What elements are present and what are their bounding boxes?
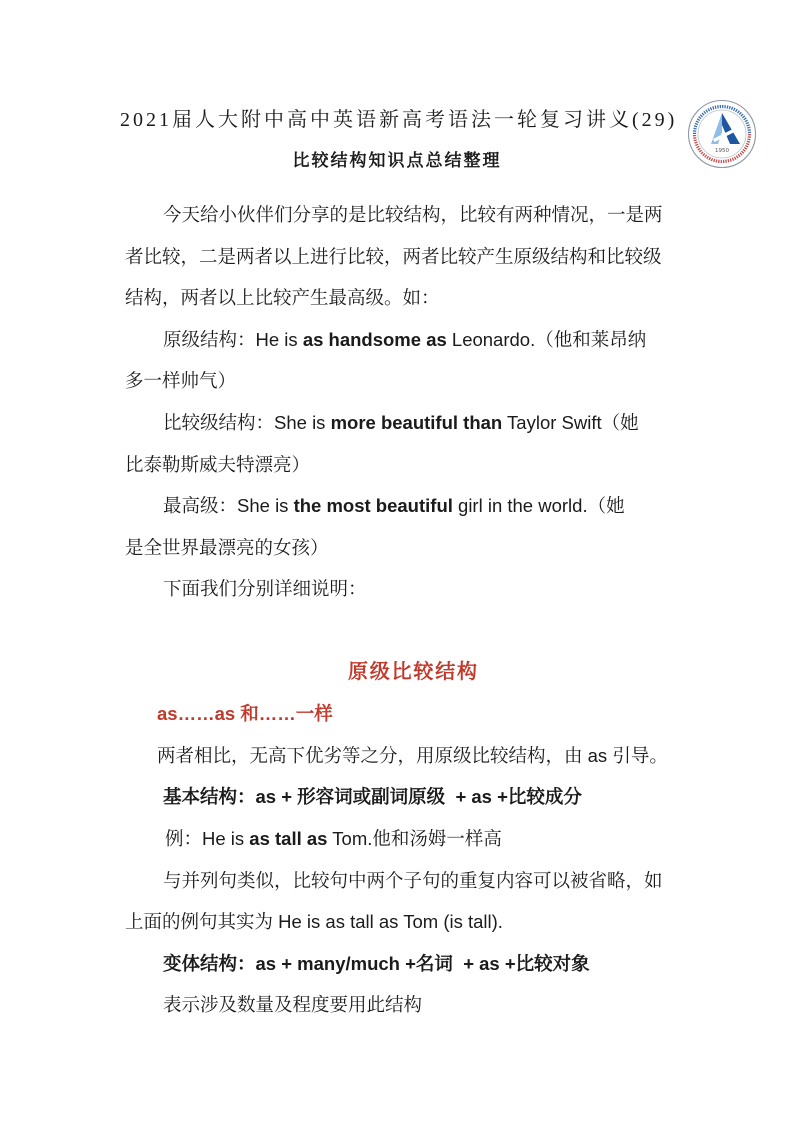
example-tail: Tom.他和汤姆一样高 <box>327 827 502 849</box>
section-heading: 原级比较结构 <box>348 660 479 683</box>
intro-line-3: 结构，两者以上比较产生最高级。如： <box>125 287 440 309</box>
document-body <box>125 194 685 1026</box>
example-positive <box>125 319 685 361</box>
blank-line <box>125 610 685 652</box>
example-lead: He is <box>255 328 303 350</box>
example-tail: Taylor Swift（她 <box>502 411 639 433</box>
lead-in: 下面我们分别详细说明： <box>163 578 367 600</box>
example-emphasis: as handsome as <box>302 328 447 350</box>
document-title: 2021届人大附中高中英语新高考语法一轮复习讲义(29) <box>120 109 678 131</box>
example-label: 比较级结构： <box>163 411 275 433</box>
example-lead: She is <box>274 411 331 433</box>
example-comparative <box>125 402 685 444</box>
example-superlative-continuation: 是全世界最漂亮的女孩） <box>125 536 329 558</box>
example-emphasis: as tall as <box>249 827 328 849</box>
example-superlative <box>125 485 685 527</box>
note-line-1: 与并列句类似，比较句中两个子句的重复内容可以被省略，如 <box>163 869 663 891</box>
example-lead: 例：He is <box>165 827 250 849</box>
example-emphasis: more beautiful than <box>330 411 503 433</box>
intro-line-2: 者比较，二是两者以上进行比较，两者比较产生原级结构和比较级 <box>125 245 662 267</box>
example-tail: Leonardo.（他和莱昂纳 <box>446 328 647 350</box>
section-example <box>125 818 685 860</box>
example-comparative-continuation: 比泰勒斯威夫特漂亮） <box>125 453 311 475</box>
example-positive-continuation: 多一样帅气） <box>125 370 237 392</box>
variant-structure: 变体结构：as + many/much +名词 + as +比较对象 <box>163 952 590 974</box>
intro-line-1: 今天给小伙伴们分享的是比较结构，比较有两种情况，一是两 <box>163 204 663 225</box>
note-line-2: 上面的例句其实为 He is as tall as Tom (is tall). <box>125 911 503 933</box>
school-seal-icon <box>687 99 757 169</box>
example-tail: girl in the world.（她 <box>452 495 625 517</box>
basic-structure: 基本结构：as + 形容词或副词原级 + as +比较成分 <box>163 786 582 808</box>
seal-year: 1950 <box>715 148 729 154</box>
example-label: 最高级： <box>163 495 238 517</box>
section-subheading: as……as 和……一样 <box>157 703 333 725</box>
example-label: 原级结构： <box>163 328 256 350</box>
example-emphasis: the most beautiful <box>293 495 453 517</box>
example-lead: She is <box>237 495 294 517</box>
section-description: 两者相比，无高下优劣等之分，用原级比较结构，由 as 引导。 <box>157 744 668 766</box>
document-subtitle: 比较结构知识点总结整理 <box>292 151 502 170</box>
variant-description: 表示涉及数量及程度要用此结构 <box>163 994 423 1016</box>
